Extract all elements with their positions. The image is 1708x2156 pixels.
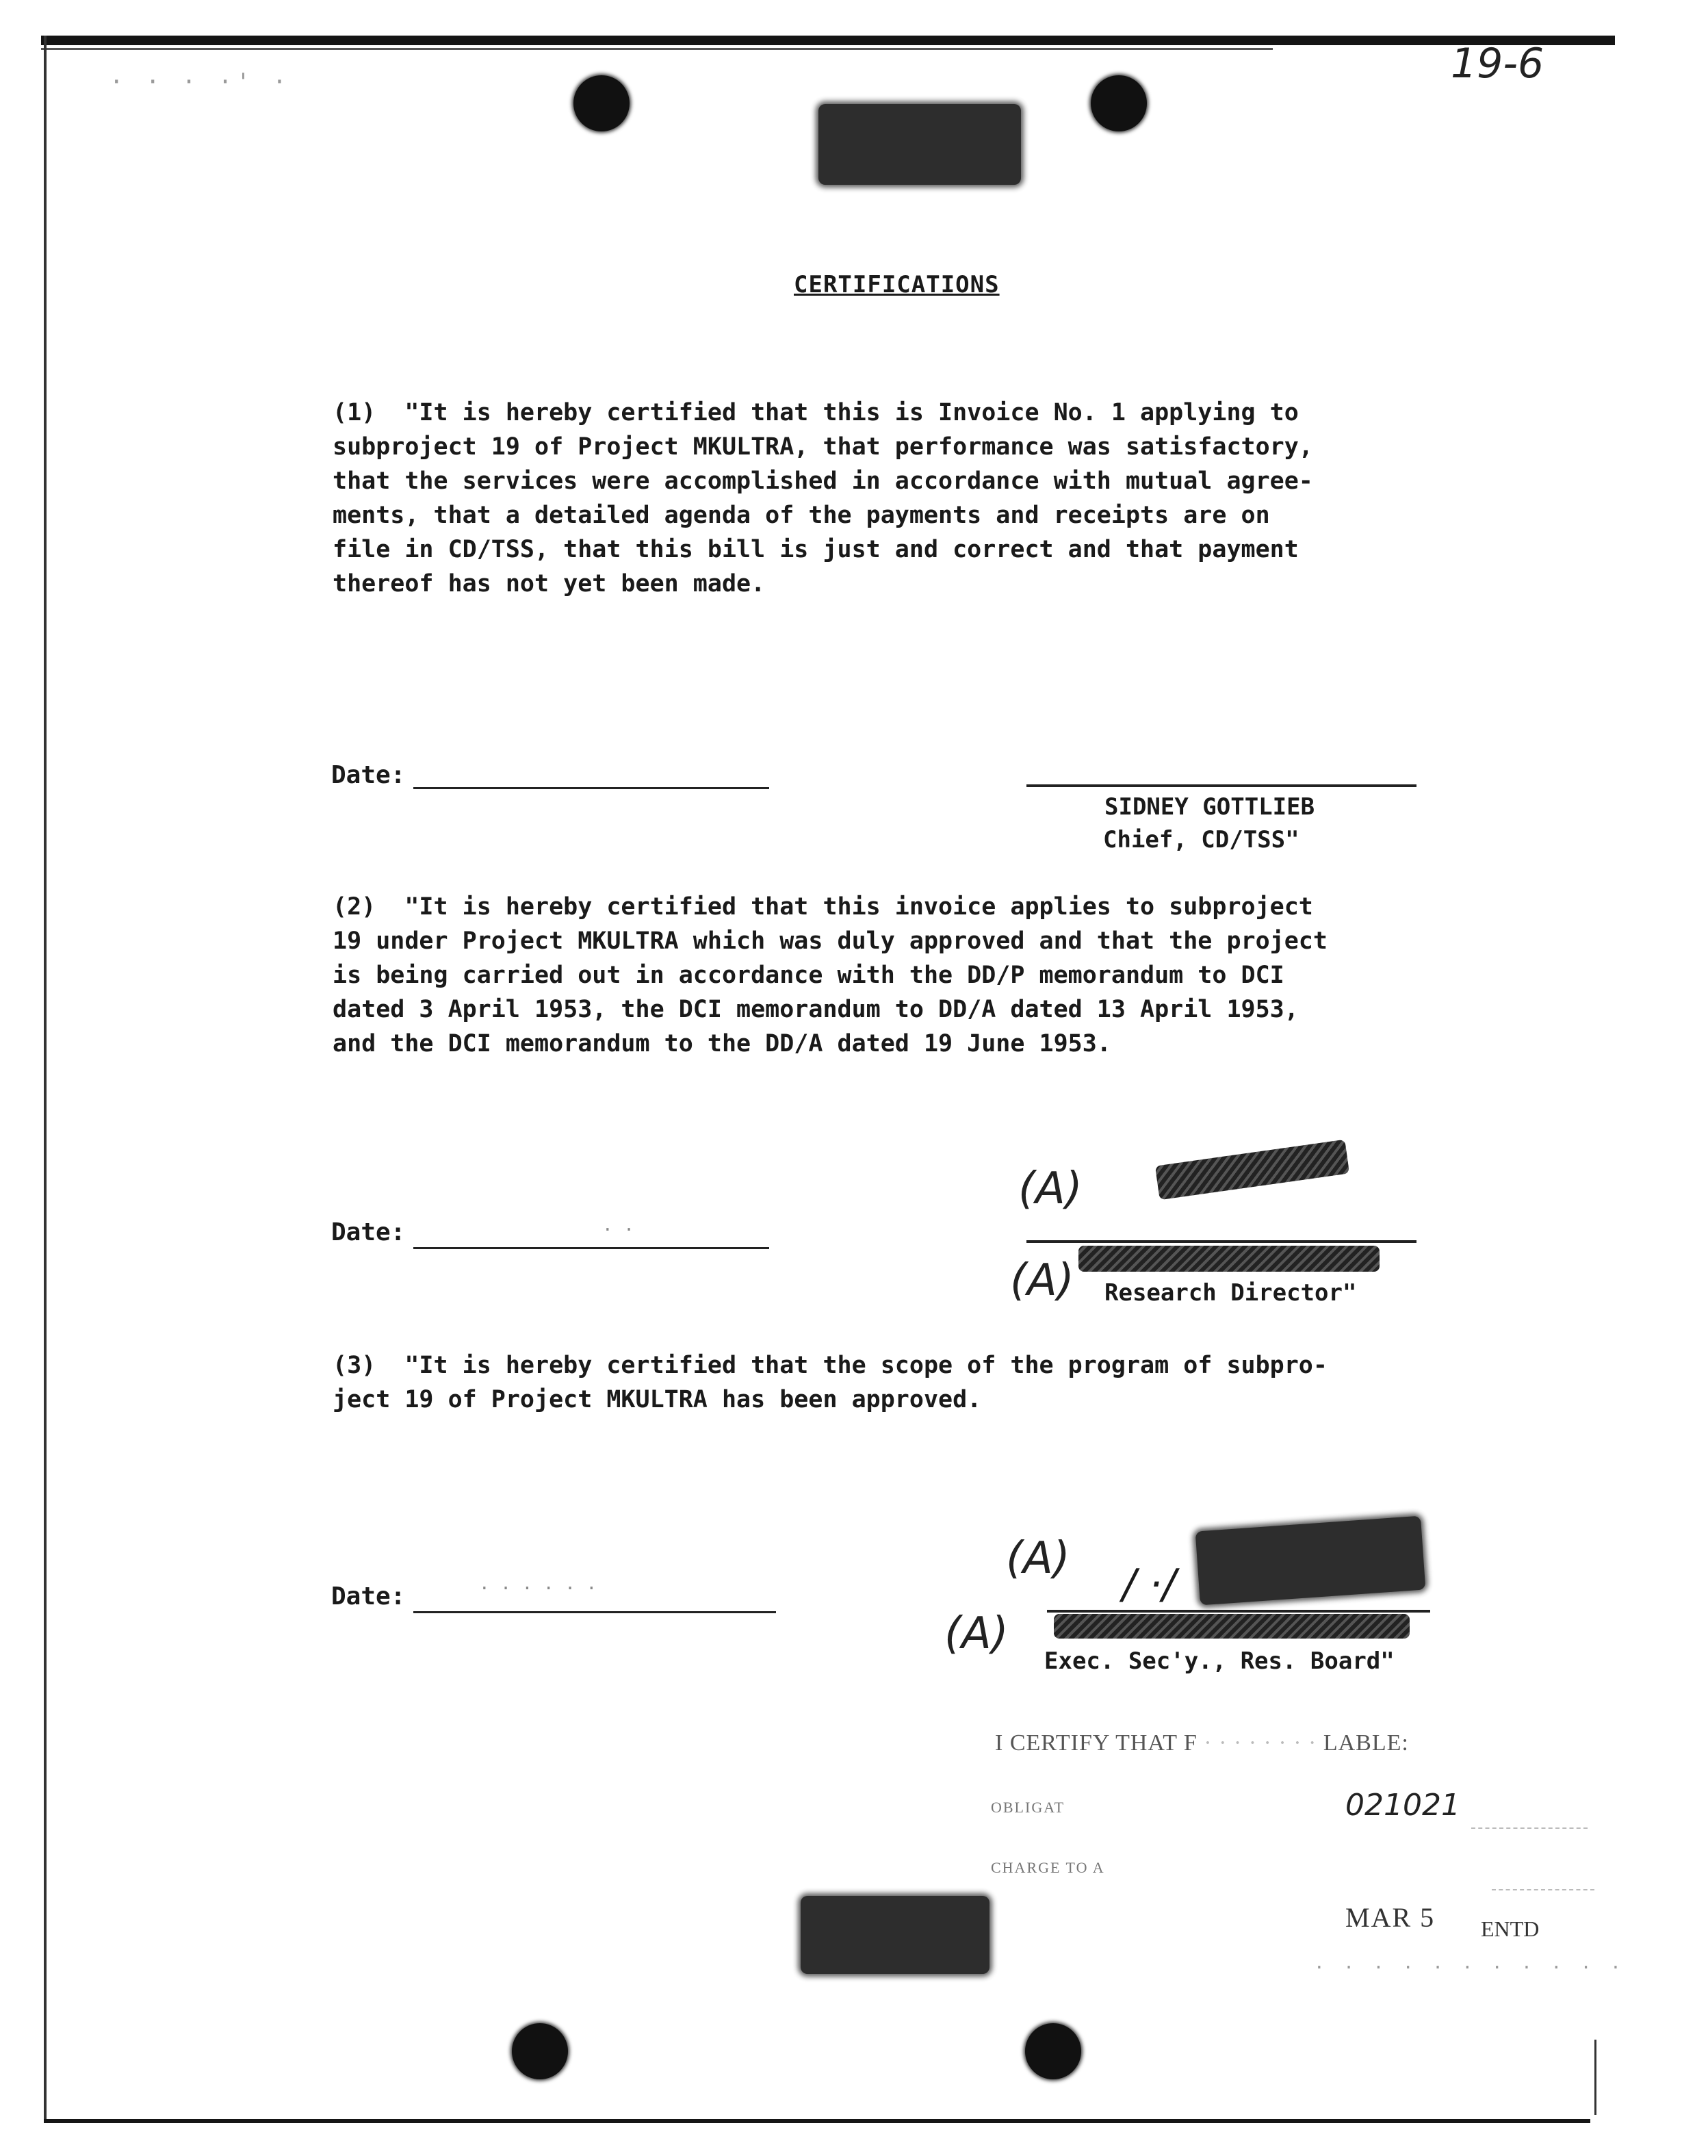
cert3-signature-line [1047,1610,1430,1613]
cert2-date-label: Date: [331,1218,406,1246]
funds-obligation-label: OBLIGAT [991,1799,1065,1816]
redaction-bottom [801,1896,989,1974]
cert1-line: subproject 19 of Project MKULTRA, that performance was satisfactory, [333,433,1313,461]
cert1-line: ments, that a detailed agenda of the payments and receipts are on [333,502,1270,529]
cert3-mark-a-upper: (A) [1006,1533,1070,1584]
funds-charge-label: CHARGE TO A [991,1859,1105,1876]
punch-hole-bottom-left [512,2023,568,2079]
funds-obligation-number: 021021 [1345,1788,1460,1823]
cert2-line: (2) "It is hereby certified that this invoice applies to subproject [333,893,1313,921]
punch-hole-top-left [573,75,630,131]
cert1-line: file in CD/TSS, that this bill is just and correct and that payment [333,536,1299,563]
cert1-signer-title: Chief, CD/TSS" [1103,826,1299,854]
cert1-line: that the services were accomplished in accordance with mutual agree- [333,467,1313,495]
scan-noise: · · · ·' · [109,68,291,96]
top-border [41,36,1615,45]
certification-2-text [333,890,1468,1061]
cert2-line: and the DCI memorandum to the DD/A dated 19 June 1953. [333,1030,1111,1057]
punch-hole-bottom-right [1025,2023,1081,2079]
bottom-border [44,2119,1590,2123]
cert2-signature-line [1026,1240,1416,1243]
funds-stamp-illegible: · · · · · · · · [1197,1730,1323,1756]
cert1-line: thereof has not yet been made. [333,570,766,598]
top-border-shadow [41,48,1273,50]
left-border [44,36,47,2123]
cert1-date-label: Date: [331,761,406,789]
cert2-line: dated 3 April 1953, the DCI memorandum to DD/A dated 13 April 1953, [333,996,1299,1023]
funds-stamp-line1 [995,1730,1409,1756]
stamp-faint-text: · · · · · · · · · · · [1314,1958,1625,1978]
right-border-fragment [1594,2040,1596,2115]
cert3-signer-title: Exec. Sec'y., Res. Board" [1044,1647,1395,1675]
cert2-line: 19 under Project MKULTRA which was duly approved and that the project [333,927,1328,955]
certification-3-text [333,1348,1468,1417]
certification-1-text [333,396,1468,601]
cert2-mark-a-lower: (A) [1010,1255,1074,1306]
cert3-mark-a-lower: (A) [944,1608,1009,1659]
cert3-date-label: Date: [331,1582,406,1610]
cert1-signature-line [1026,784,1416,787]
cert3-line: (3) "It is hereby certified that the scope of the program of subpro- [333,1352,1328,1379]
cert2-line: is being carried out in accordance with the DD/P memorandum to DCI [333,962,1284,989]
redaction-cert2-upper [1155,1140,1349,1200]
redaction-cert3-upper [1195,1516,1426,1606]
cert1-line: (1) "It is hereby certified that this is Invoice No. 1 applying to [333,399,1299,426]
received-date-stamp: MAR 5 [1345,1902,1436,1933]
redaction-header [818,104,1021,185]
punch-hole-top-right [1091,75,1147,131]
funds-stamp-line1-end: LABLE: [1323,1730,1409,1756]
cert1-date-line [413,787,769,789]
cert3-handwritten-stroke: / ·/ [1122,1561,1176,1608]
cert2-date-line [413,1247,769,1249]
cert2-faint-date: · · [602,1220,634,1240]
stamp-dash-line [1492,1889,1594,1890]
funds-stamp-line1-start: I CERTIFY THAT F [995,1730,1198,1756]
cert3-line: ject 19 of Project MKULTRA has been approved. [333,1386,982,1413]
obligation-dash-line [1471,1827,1588,1829]
cert2-mark-a-upper: (A) [1018,1164,1083,1214]
entered-stamp: ENTD [1481,1916,1540,1941]
redaction-cert2-name [1078,1246,1380,1272]
page-number: 19-6 [1451,40,1544,88]
cert3-faint-date: · · · · · · [479,1578,597,1599]
cert1-signer-name: SIDNEY GOTTLIEB [1104,793,1315,821]
cert2-signer-title: Research Director" [1104,1279,1357,1307]
page-title: CERTIFICATIONS [794,271,1000,298]
cert3-date-line [413,1611,776,1613]
redaction-cert3-name [1054,1614,1410,1639]
